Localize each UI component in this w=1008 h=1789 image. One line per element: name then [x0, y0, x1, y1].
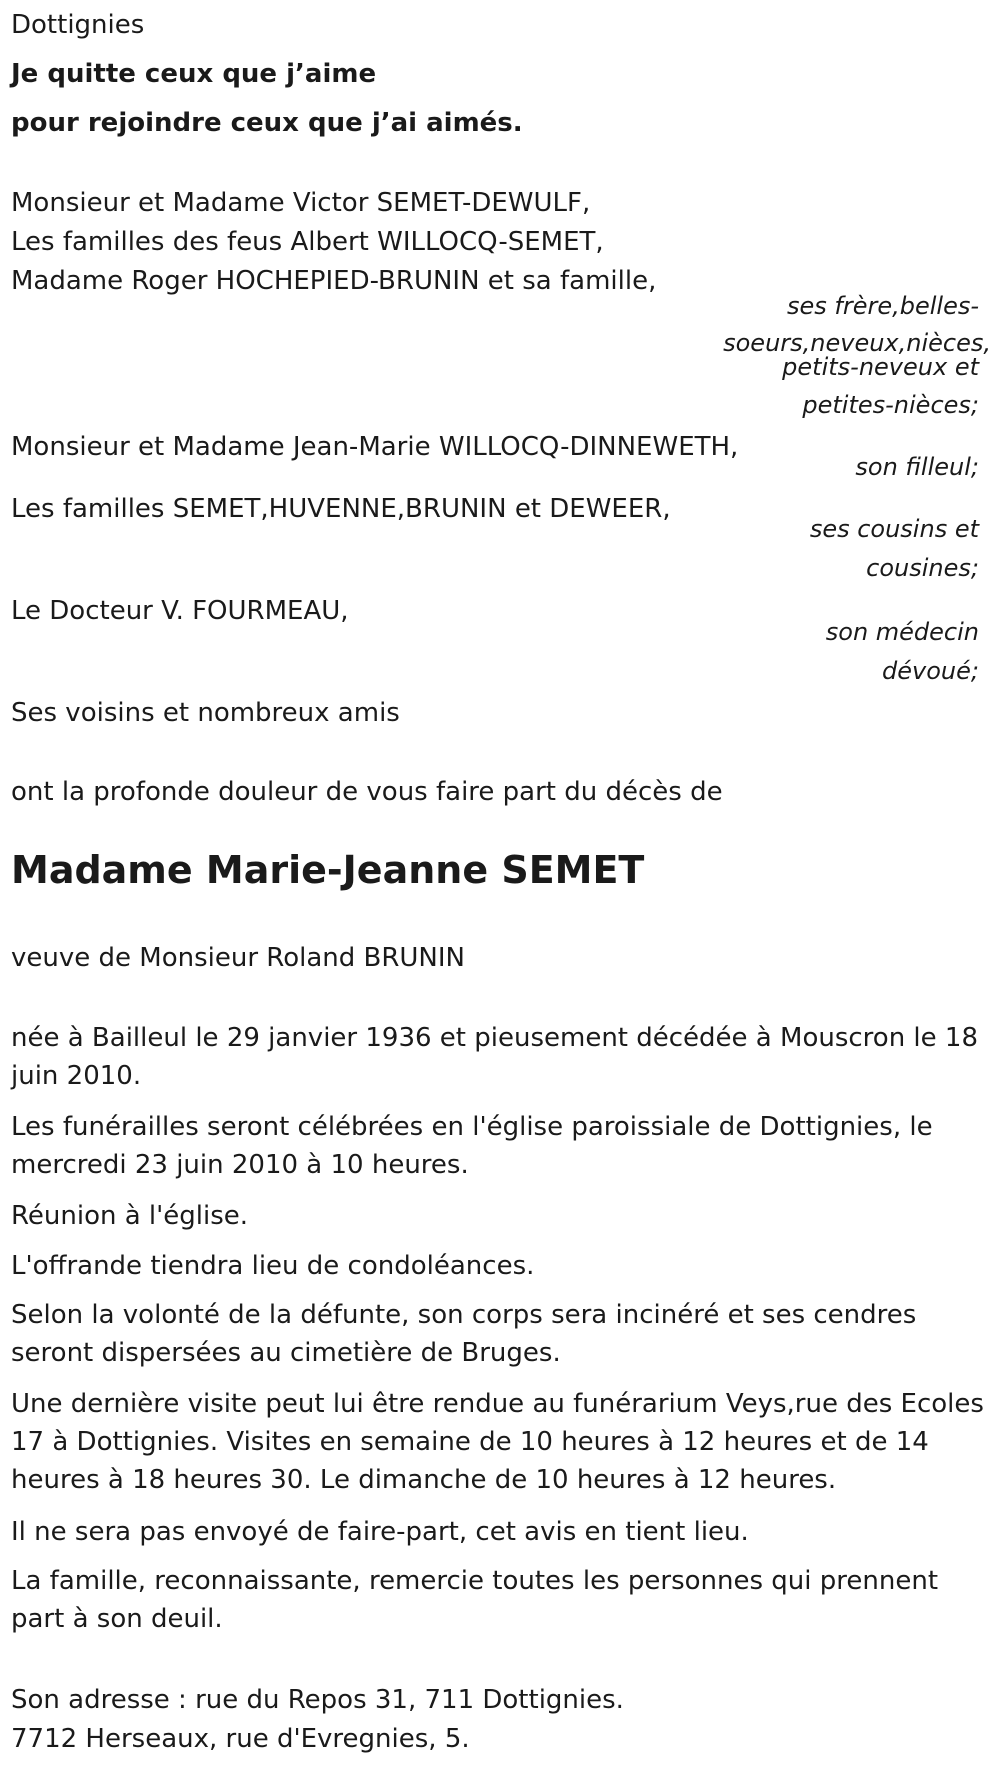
- relation-siblings-2: soeurs,neveux,nièces,: [723, 329, 991, 357]
- quote-line-2: pour rejoindre ceux que j’ai aimés.: [11, 108, 523, 138]
- mourner-line-6: Le Docteur V. FOURMEAU,: [11, 596, 349, 626]
- location-heading: Dottignies: [11, 10, 145, 40]
- deceased-name: Madame Marie-Jeanne SEMET: [11, 848, 645, 892]
- relation-cousins-2: cousines;: [866, 554, 979, 582]
- relation-doctor-1: son médecin: [825, 618, 979, 646]
- offering-paragraph: L'offrande tiendra lieu de condoléances.: [11, 1251, 535, 1281]
- relation-siblings-1: ses frère,belles-: [786, 292, 979, 320]
- notice-paragraph: Il ne sera pas envoyé de faire-part, cet avis en tient lieu.: [11, 1517, 749, 1547]
- meeting-paragraph: Réunion à l'église.: [11, 1201, 249, 1231]
- mourner-line-7: Ses voisins et nombreux amis: [11, 698, 400, 728]
- address-line-2: 7712 Herseaux, rue d'Evregnies, 5.: [11, 1724, 470, 1754]
- mourner-line-3: Madame Roger HOCHEPIED-BRUNIN et sa famille,: [11, 266, 657, 296]
- mourner-line-4: Monsieur et Madame Jean-Marie WILLOCQ-DINNEWETH,: [11, 432, 739, 462]
- mourner-line-5: Les familles SEMET,HUVENNE,BRUNIN et DEWEER,: [11, 494, 671, 524]
- relation-siblings-4: petites-nièces;: [802, 391, 979, 419]
- relation-cousins-1: ses cousins et: [809, 515, 979, 543]
- visit-paragraph: Une dernière visite peut lui être rendue au funérarium Veys,rue des Ecoles 17 à Dottignies. Visites en semaine de 10 heures à 12 heures et de 14 heures à 18 heures 30. Le dimanche de 10 heures à 12 heures.: [11, 1389, 984, 1495]
- thanks-paragraph: La famille, reconnaissante, remercie toutes les personnes qui prennent part à son deuil.: [11, 1566, 939, 1634]
- funeral-paragraph: Les funérailles seront célébrées en l'église paroissiale de Dottignies, le mercredi 23 juin 2010 à 10 heures.: [11, 1112, 933, 1180]
- relation-godson: son filleul;: [855, 453, 979, 481]
- relation-doctor-2: dévoué;: [882, 657, 979, 685]
- birth-death-paragraph: née à Bailleul le 29 janvier 1936 et pieusement décédée à Mouscron le 18 juin 2010.: [11, 1023, 979, 1091]
- mourner-line-2: Les familles des feus Albert WILLOCQ-SEMET,: [11, 227, 604, 257]
- quote-line-1: Je quitte ceux que j’aime: [11, 59, 377, 89]
- announcement-text: ont la profonde douleur de vous faire part du décès de: [11, 777, 723, 807]
- deceased-spouse: veuve de Monsieur Roland BRUNIN: [11, 943, 465, 973]
- relation-siblings-3: petits-neveux et: [782, 353, 979, 381]
- address-line-1: Son adresse : rue du Repos 31, 711 Dottignies.: [11, 1685, 624, 1715]
- cremation-paragraph: Selon la volonté de la défunte, son corps sera inciné​ré et ses cendres seront dispersées au cimetière de Bruges.: [11, 1300, 917, 1368]
- mourner-line-1: Monsieur et Madame Victor SEMET-DEWULF,: [11, 188, 591, 218]
